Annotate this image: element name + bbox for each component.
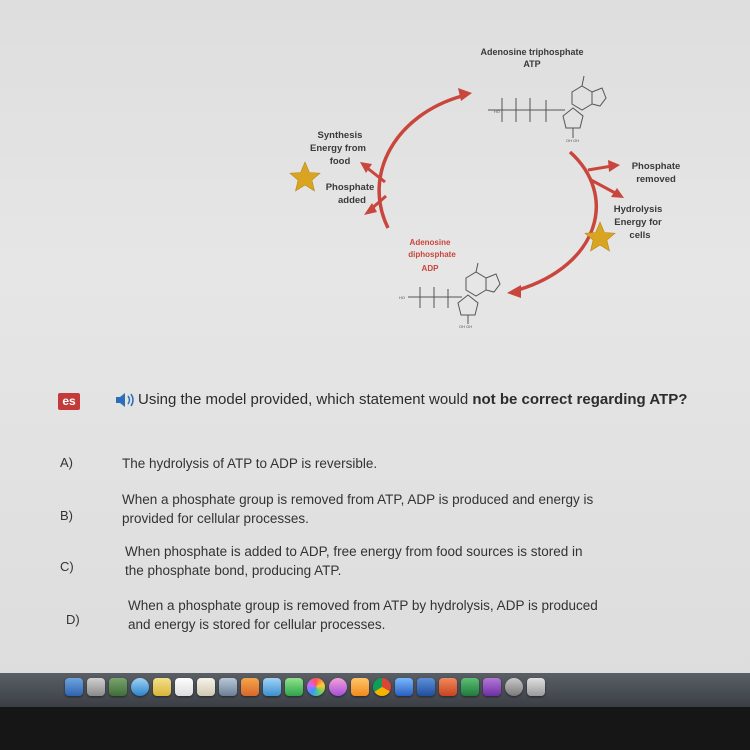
pages-icon[interactable]: [241, 678, 259, 696]
excel-icon[interactable]: [461, 678, 479, 696]
option-b[interactable]: [40, 490, 720, 532]
preview-icon[interactable]: [219, 678, 237, 696]
atp-abbrev: ATP: [523, 59, 541, 69]
chrome-icon[interactable]: [373, 678, 391, 696]
mail-icon[interactable]: [263, 678, 281, 696]
option-letter: D): [66, 612, 80, 627]
laptop-bezel: [0, 707, 750, 750]
es-badge[interactable]: es: [58, 393, 80, 410]
messages-icon[interactable]: [285, 678, 303, 696]
cells-label: cells: [629, 230, 651, 241]
option-c[interactable]: [40, 542, 720, 584]
safari-icon[interactable]: [131, 678, 149, 696]
dock-shelf: [55, 678, 750, 702]
settings-icon[interactable]: [505, 678, 523, 696]
option-text: When phosphate is added to ADP, free energy from food sources is stored in the phosphate bond, producing ATP.: [125, 544, 583, 578]
question-text: [138, 391, 687, 408]
adp-abbrev: ADP: [421, 264, 439, 273]
phosphate-added-label: Phosphate: [325, 182, 375, 193]
photo-icon[interactable]: [109, 678, 127, 696]
added-label: added: [338, 195, 366, 206]
question-row: [58, 388, 738, 412]
atp-title: Adenosine triphosphate: [480, 47, 584, 57]
trash-icon[interactable]: [527, 678, 545, 696]
phosphate-removed-label: Phosphate: [631, 161, 681, 172]
adp-title: Adenosine: [409, 238, 451, 247]
synthesis-label: Synthesis: [317, 130, 363, 141]
svg-text:OH OH: OH OH: [566, 138, 580, 143]
food-label: food: [329, 156, 351, 167]
word-icon[interactable]: [417, 678, 435, 696]
question-text-bold: not be correct regarding ATP?: [472, 391, 688, 408]
hydrolysis-label: Hydrolysis: [613, 204, 663, 215]
energy-for-label: Energy for: [614, 217, 662, 228]
adp-title-2: diphosphate: [408, 250, 456, 259]
powerpoint-icon[interactable]: [439, 678, 457, 696]
option-a[interactable]: [40, 453, 720, 475]
removed-label: removed: [636, 174, 676, 185]
option-letter: C): [60, 559, 74, 574]
svg-text:OH OH: OH OH: [459, 324, 473, 329]
svg-text:HO: HO: [399, 295, 405, 300]
option-letter: B): [60, 508, 73, 523]
atp-molecule: [488, 76, 606, 138]
itunes-icon[interactable]: [329, 678, 347, 696]
hydrolysis-arrowhead: [507, 285, 521, 298]
speaker-icon[interactable]: [114, 391, 136, 409]
question-text-main: Using the model provided, which statement would: [138, 391, 473, 408]
app-icon[interactable]: [395, 678, 413, 696]
option-letter: A): [60, 455, 73, 470]
option-text: When a phosphate group is removed from ATP by hydrolysis, ADP is produced and energy is stored for cellular processes.: [128, 598, 598, 632]
synthesis-arrow: [379, 96, 462, 228]
energy-from-label: Energy from: [310, 143, 366, 154]
hydrolysis-star-icon: [585, 222, 615, 251]
books-icon[interactable]: [351, 678, 369, 696]
atp-adp-cycle-diagram: [0, 0, 750, 360]
synthesis-arrowhead: [458, 88, 472, 101]
synthesis-star-icon: [290, 162, 320, 191]
calendar-icon[interactable]: [175, 678, 193, 696]
onenote-icon[interactable]: [483, 678, 501, 696]
textedit-icon[interactable]: [197, 678, 215, 696]
launchpad-icon[interactable]: [87, 678, 105, 696]
notes-icon[interactable]: [153, 678, 171, 696]
option-text: The hydrolysis of ATP to ADP is reversible.: [122, 456, 378, 471]
photos-icon[interactable]: [307, 678, 325, 696]
option-text: When a phosphate group is removed from ATP, ADP is produced and energy is provided for cellular processes.: [122, 492, 594, 526]
svg-text:HO: HO: [494, 109, 500, 114]
option-d[interactable]: [40, 596, 720, 638]
finder-icon[interactable]: [65, 678, 83, 696]
hydrolysis-arrow: [518, 152, 596, 290]
